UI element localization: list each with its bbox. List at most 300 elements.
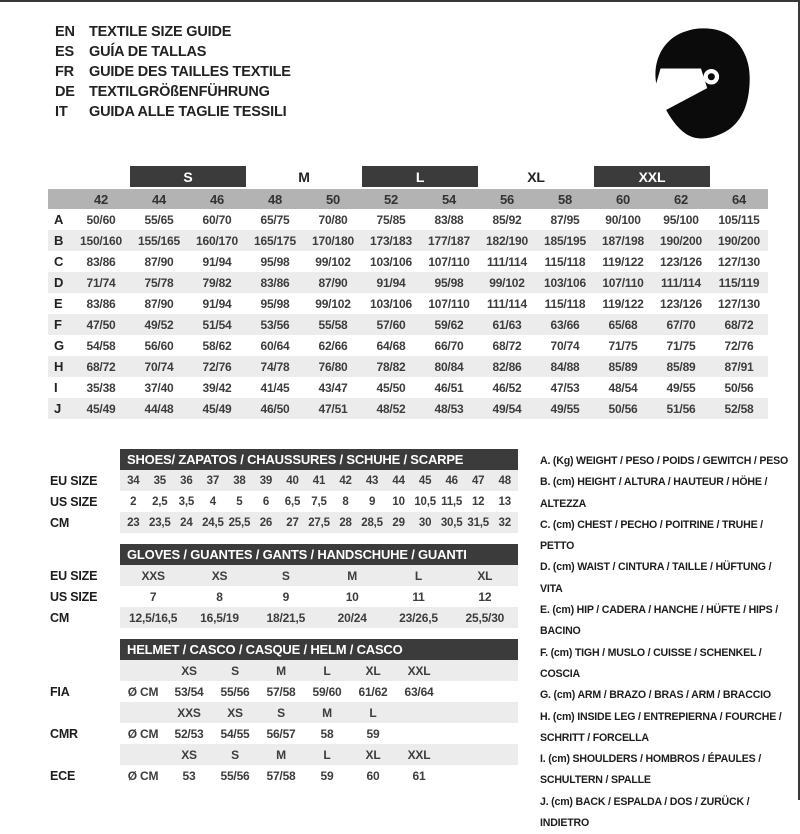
size-group-xxl: XXL bbox=[594, 166, 710, 187]
language-title-list bbox=[55, 22, 291, 122]
size-value: XS bbox=[181, 663, 197, 678]
size-number: 56 bbox=[499, 191, 515, 207]
size-value: L bbox=[323, 663, 331, 678]
size-value: 2 bbox=[130, 495, 137, 508]
size-value: 72/76 bbox=[202, 359, 232, 374]
size-value: 115/119 bbox=[718, 275, 760, 290]
size-value: 63/64 bbox=[404, 684, 434, 699]
row-label: CMR bbox=[50, 726, 78, 741]
shoes-rows bbox=[120, 470, 518, 533]
size-group-s: S bbox=[130, 166, 246, 187]
size-value: 72/76 bbox=[724, 338, 754, 353]
size-value: M bbox=[276, 747, 286, 762]
size-value: 41/45 bbox=[260, 380, 290, 395]
size-value: 119/122 bbox=[602, 254, 644, 269]
size-value: 49/55 bbox=[666, 380, 696, 395]
size-value: 45/50 bbox=[376, 380, 406, 395]
row-label: US SIZE bbox=[50, 494, 98, 509]
size-value: 87/90 bbox=[144, 254, 174, 269]
size-value: L bbox=[414, 568, 423, 583]
measurement-row bbox=[48, 251, 768, 272]
size-value: 45/49 bbox=[202, 401, 232, 416]
size-value: 34 bbox=[127, 474, 140, 487]
row-letter: I bbox=[54, 380, 58, 395]
size-value: 49/54 bbox=[492, 401, 522, 416]
size-value: 28 bbox=[339, 516, 352, 529]
size-value: 44 bbox=[392, 474, 405, 487]
gloves-table bbox=[120, 544, 518, 628]
unit-label: Ø CM bbox=[127, 684, 159, 699]
size-number: 48 bbox=[267, 191, 283, 207]
measurement-row bbox=[48, 230, 768, 251]
size-value: M bbox=[347, 568, 358, 583]
size-value: 123/126 bbox=[660, 254, 702, 269]
size-value: 53/56 bbox=[260, 317, 290, 332]
size-value: 57/60 bbox=[376, 317, 406, 332]
size-value: 177/187 bbox=[428, 233, 470, 248]
size-value: 23/26,5 bbox=[399, 610, 438, 625]
size-value: 78/82 bbox=[376, 359, 406, 374]
size-value: XXL bbox=[407, 747, 431, 762]
row-label: CM bbox=[50, 515, 70, 530]
size-value: 9 bbox=[282, 589, 290, 604]
size-value: 59/62 bbox=[434, 317, 464, 332]
size-value: 43 bbox=[365, 474, 379, 487]
size-value: 63/66 bbox=[550, 317, 580, 332]
language-row bbox=[55, 102, 291, 122]
size-value: 84/88 bbox=[550, 359, 580, 374]
size-group-m: M bbox=[298, 168, 310, 185]
size-value: 45 bbox=[418, 474, 432, 487]
size-value: 83/88 bbox=[434, 212, 464, 227]
size-row bbox=[120, 607, 518, 628]
size-value: 60 bbox=[366, 768, 380, 783]
size-value: 27 bbox=[286, 516, 299, 529]
size-value: 182/190 bbox=[486, 233, 528, 248]
size-value: 83/86 bbox=[86, 254, 116, 269]
language-title: GUIDA ALLE TAGLIE TESSILI bbox=[89, 104, 287, 120]
measurement-row bbox=[48, 293, 768, 314]
size-row bbox=[120, 765, 518, 786]
size-value: 105/115 bbox=[718, 212, 760, 227]
size-value: 49/52 bbox=[144, 317, 174, 332]
size-value: 107/110 bbox=[602, 275, 644, 290]
size-value: 28,5 bbox=[361, 516, 383, 529]
size-value: 53/54 bbox=[174, 684, 204, 699]
size-value: L bbox=[323, 747, 331, 762]
size-value: 50/60 bbox=[86, 212, 116, 227]
size-value: 83/86 bbox=[260, 275, 290, 290]
size-value: 95/98 bbox=[434, 275, 464, 290]
size-value: 48 bbox=[498, 474, 511, 487]
size-value: 27,5 bbox=[308, 516, 330, 529]
size-number: 46 bbox=[209, 191, 225, 207]
measurement-row bbox=[48, 356, 768, 377]
row-label: US SIZE bbox=[50, 589, 98, 604]
size-value: 53 bbox=[182, 768, 196, 783]
size-value: 91/94 bbox=[376, 275, 406, 290]
size-value: M bbox=[322, 705, 332, 720]
size-value: S bbox=[277, 705, 285, 720]
size-value: 54/58 bbox=[86, 338, 116, 353]
size-value: 23 bbox=[127, 516, 140, 529]
size-value: 39 bbox=[259, 474, 273, 487]
size-value: 6 bbox=[262, 495, 270, 508]
size-value: 127/130 bbox=[718, 254, 760, 269]
row-letter: H bbox=[54, 359, 64, 374]
size-number: 64 bbox=[731, 191, 747, 207]
size-value: 68/72 bbox=[86, 359, 116, 374]
size-group-xl: XL bbox=[527, 168, 545, 185]
size-value: 25,5/30 bbox=[465, 610, 505, 625]
size-value: 66/70 bbox=[434, 338, 464, 353]
size-row bbox=[120, 512, 518, 533]
size-value: 62/66 bbox=[318, 338, 348, 353]
size-value: 12 bbox=[471, 495, 485, 508]
row-label: ECE bbox=[50, 768, 76, 783]
legend-item: H. (cm) INSIDE LEG / ENTREPIERNA / FOURCHE / SCHRITT / FORCELLA bbox=[540, 710, 782, 744]
language-title: GUIDE DES TAILLES TEXTILE bbox=[89, 64, 291, 80]
size-value: 115/118 bbox=[544, 254, 586, 269]
size-value: 47/51 bbox=[318, 401, 348, 416]
size-value: S bbox=[281, 568, 290, 583]
size-row bbox=[120, 702, 518, 723]
size-value: S bbox=[231, 747, 239, 762]
row-letter: J bbox=[54, 401, 62, 416]
size-value: 80/84 bbox=[434, 359, 464, 374]
size-value: 55/56 bbox=[220, 684, 250, 699]
size-value: 95/98 bbox=[260, 296, 290, 311]
size-value: 46/52 bbox=[492, 380, 522, 395]
row-letter: A bbox=[54, 212, 64, 227]
size-value: 59 bbox=[320, 768, 334, 783]
size-value: 13 bbox=[498, 495, 511, 508]
size-value: 47/53 bbox=[550, 380, 580, 395]
helmet-rows bbox=[120, 660, 518, 786]
size-value: 48/53 bbox=[434, 401, 464, 416]
size-value: 103/106 bbox=[370, 296, 412, 311]
size-value: 30 bbox=[418, 516, 432, 529]
language-title: TEXTILE SIZE GUIDE bbox=[89, 24, 232, 40]
row-letter: B bbox=[54, 233, 64, 248]
size-value: 55/56 bbox=[220, 768, 250, 783]
size-value: 60/70 bbox=[202, 212, 232, 227]
size-value: 60/64 bbox=[260, 338, 290, 353]
language-title: GUÍA DE TALLAS bbox=[89, 44, 207, 60]
size-value: 50/56 bbox=[724, 380, 754, 395]
size-value: L bbox=[369, 705, 377, 720]
size-value: 56/60 bbox=[144, 338, 174, 353]
size-value: 67/70 bbox=[666, 317, 696, 332]
size-value: 40 bbox=[286, 474, 299, 487]
size-value: 31,5 bbox=[467, 516, 489, 529]
size-value: M bbox=[276, 663, 286, 678]
size-value: 3,5 bbox=[178, 495, 195, 508]
textile-size-table bbox=[48, 166, 768, 419]
size-value: XS bbox=[181, 747, 197, 762]
size-value: 58/62 bbox=[202, 338, 232, 353]
size-value: 11,5 bbox=[441, 495, 463, 508]
size-value: 37/40 bbox=[144, 380, 174, 395]
size-value: 185/195 bbox=[544, 233, 586, 248]
size-number: 58 bbox=[557, 191, 573, 207]
size-value: 59 bbox=[366, 726, 380, 741]
size-value: 165/175 bbox=[254, 233, 296, 248]
size-row bbox=[120, 744, 518, 765]
size-value: 7,5 bbox=[311, 495, 327, 508]
size-value: 68/72 bbox=[492, 338, 522, 353]
helmet-table bbox=[120, 639, 518, 786]
size-value: 187/198 bbox=[602, 233, 644, 248]
size-value: 64/68 bbox=[376, 338, 406, 353]
size-value: 99/102 bbox=[315, 254, 351, 269]
size-value: 38 bbox=[233, 474, 246, 487]
size-value: XXS bbox=[141, 568, 165, 583]
size-value: 47/50 bbox=[86, 317, 116, 332]
size-value: 190/200 bbox=[718, 233, 760, 248]
language-code: ES bbox=[55, 44, 74, 60]
size-value: 8 bbox=[216, 589, 223, 604]
legend-item: B. (cm) HEIGHT / ALTURA / HAUTEUR / HÖHE / ALTEZZA bbox=[540, 476, 768, 510]
language-row bbox=[55, 82, 291, 102]
size-value: 10 bbox=[392, 495, 405, 508]
size-value: 95/98 bbox=[260, 254, 290, 269]
size-value: XXS bbox=[177, 705, 201, 720]
size-row bbox=[120, 723, 518, 744]
size-value: 65/75 bbox=[260, 212, 290, 227]
language-code: IT bbox=[55, 104, 68, 120]
size-value: 16,5/19 bbox=[200, 610, 239, 625]
size-value: 170/180 bbox=[312, 233, 354, 248]
size-value: 107/110 bbox=[428, 254, 470, 269]
size-row bbox=[120, 470, 518, 491]
size-value: 57/58 bbox=[266, 768, 296, 783]
legend-item: E. (cm) HIP / CADERA / HANCHE / HÜFTE / HIPS / BACINO bbox=[540, 604, 779, 638]
size-value: 85/92 bbox=[492, 212, 522, 227]
row-label: EU SIZE bbox=[50, 473, 98, 488]
size-value: 11 bbox=[412, 589, 425, 604]
size-value: 46/51 bbox=[434, 380, 464, 395]
size-value: 6,5 bbox=[284, 495, 301, 508]
size-value: 155/165 bbox=[138, 233, 180, 248]
language-row bbox=[55, 42, 291, 62]
size-row bbox=[120, 565, 518, 586]
size-value: 46/50 bbox=[260, 401, 290, 416]
helmet-title: HELMET / CASCO / CASQUE / HELM / CASCO bbox=[120, 639, 518, 660]
measurement-row bbox=[48, 209, 768, 230]
size-value: XL bbox=[477, 568, 493, 583]
size-value: 119/122 bbox=[602, 296, 644, 311]
size-value: 75/85 bbox=[376, 212, 406, 227]
size-value: 50/56 bbox=[608, 401, 638, 416]
language-code: DE bbox=[55, 84, 75, 100]
size-value: 160/170 bbox=[196, 233, 238, 248]
size-value: 52/58 bbox=[724, 401, 754, 416]
measurement-row bbox=[48, 314, 768, 335]
size-value: 20/24 bbox=[337, 610, 367, 625]
size-value: 107/110 bbox=[428, 296, 470, 311]
size-value: 23,5 bbox=[149, 516, 171, 529]
gloves-title: GLOVES / GUANTES / GANTS / HANDSCHUHE / GUANTI bbox=[120, 544, 518, 565]
size-group-l: L bbox=[362, 166, 478, 187]
measurement-row bbox=[48, 272, 768, 293]
size-value: 68/72 bbox=[724, 317, 754, 332]
language-row bbox=[55, 22, 291, 42]
legend-item: D. (cm) WAIST / CINTURA / TAILLE / HÜFTUNG / VITA bbox=[540, 561, 772, 595]
size-value: 47 bbox=[471, 474, 485, 487]
size-value: 173/183 bbox=[370, 233, 412, 248]
measurement-legend bbox=[540, 451, 792, 834]
size-value: 70/74 bbox=[550, 338, 580, 353]
size-value: 7 bbox=[149, 589, 157, 604]
size-value: 87/90 bbox=[144, 296, 174, 311]
size-value: 29 bbox=[392, 516, 405, 529]
size-value: XL bbox=[365, 663, 381, 678]
size-number: 50 bbox=[325, 191, 341, 207]
size-value: 90/100 bbox=[605, 212, 641, 227]
size-value: 30,5 bbox=[440, 516, 463, 529]
size-value: 83/86 bbox=[86, 296, 116, 311]
size-value: 12,5/16,5 bbox=[129, 610, 178, 625]
size-value: 111/114 bbox=[661, 275, 701, 290]
size-value: XS bbox=[211, 568, 228, 583]
size-group-header bbox=[48, 166, 768, 187]
size-value: 35 bbox=[153, 474, 166, 487]
size-value: 46 bbox=[445, 474, 458, 487]
size-value: 10 bbox=[345, 589, 359, 604]
size-value: 85/89 bbox=[608, 359, 638, 374]
size-row bbox=[120, 491, 518, 512]
size-value: 82/86 bbox=[492, 359, 522, 374]
size-value: 111/114 bbox=[487, 254, 527, 269]
size-value: 71/74 bbox=[86, 275, 116, 290]
size-value: 59/60 bbox=[312, 684, 342, 699]
row-label: EU SIZE bbox=[50, 568, 98, 583]
measurement-row bbox=[48, 335, 768, 356]
size-value: 61/62 bbox=[358, 684, 388, 699]
size-value: 55/58 bbox=[318, 317, 348, 332]
size-value: 42 bbox=[339, 474, 352, 487]
size-value: 4 bbox=[209, 495, 216, 508]
size-value: 61/63 bbox=[492, 317, 522, 332]
measurement-rows bbox=[48, 209, 768, 419]
row-letter: F bbox=[54, 317, 62, 332]
size-value: 91/94 bbox=[202, 254, 232, 269]
row-letter: E bbox=[54, 296, 63, 311]
size-number: 42 bbox=[93, 191, 109, 207]
size-value: 150/160 bbox=[80, 233, 122, 248]
language-code: EN bbox=[55, 24, 75, 40]
size-value: 32 bbox=[498, 516, 511, 529]
unit-label: Ø CM bbox=[127, 726, 159, 741]
size-value: 58 bbox=[320, 726, 334, 741]
size-value: 24 bbox=[180, 516, 193, 529]
size-value: 87/95 bbox=[550, 212, 580, 227]
size-value: 57/58 bbox=[266, 684, 296, 699]
size-value: 79/82 bbox=[202, 275, 232, 290]
size-number: 54 bbox=[441, 191, 457, 207]
legend-item: F. (cm) TIGH / MUSLO / CUISSE / SCHENKEL / COSCIA bbox=[540, 646, 762, 680]
size-value: 54/55 bbox=[220, 726, 250, 741]
size-value: 95/100 bbox=[663, 212, 699, 227]
row-label: CM bbox=[50, 610, 70, 625]
size-value: 75/78 bbox=[144, 275, 174, 290]
helmet-icon bbox=[652, 28, 752, 140]
size-value: 85/89 bbox=[666, 359, 696, 374]
row-letter: G bbox=[54, 338, 64, 353]
size-value: 111/114 bbox=[487, 296, 527, 311]
size-value: 9 bbox=[368, 495, 376, 508]
size-number-row bbox=[48, 189, 768, 209]
size-value: 71/75 bbox=[666, 338, 696, 353]
size-value: S bbox=[231, 663, 239, 678]
size-row bbox=[120, 681, 518, 702]
legend-item: C. (cm) CHEST / PECHO / POITRINE / TRUHE / PETTO bbox=[540, 518, 763, 553]
size-value: 2,5 bbox=[152, 495, 168, 508]
shoes-title: SHOES/ ZAPATOS / CHAUSSURES / SCHUHE / SCARPE bbox=[120, 449, 518, 470]
language-row bbox=[55, 62, 291, 82]
size-value: 99/102 bbox=[489, 275, 525, 290]
size-value: 10,5 bbox=[414, 495, 436, 508]
size-value: 87/91 bbox=[724, 359, 754, 374]
size-number: 62 bbox=[673, 191, 689, 207]
size-value: 127/130 bbox=[718, 296, 760, 311]
size-value: 76/80 bbox=[318, 359, 348, 374]
size-value: 99/102 bbox=[315, 296, 351, 311]
size-value: 12 bbox=[478, 589, 492, 604]
legend-item: J. (cm) BACK / ESPALDA / DOS / ZURÜCK / INDIETRO bbox=[540, 795, 750, 830]
measurement-row bbox=[48, 377, 768, 398]
size-value: 8 bbox=[342, 495, 349, 508]
size-value: 70/80 bbox=[318, 212, 348, 227]
size-value: 26 bbox=[259, 516, 273, 529]
size-value: XXL bbox=[407, 663, 431, 678]
size-value: 39/42 bbox=[202, 380, 232, 395]
size-value: 91/94 bbox=[202, 296, 232, 311]
row-letter: D bbox=[54, 275, 64, 290]
size-number: 52 bbox=[383, 191, 399, 207]
size-value: 41 bbox=[312, 474, 326, 487]
unit-label: Ø CM bbox=[127, 768, 159, 783]
size-value: 48/54 bbox=[608, 380, 638, 395]
size-value: 52/53 bbox=[174, 726, 204, 741]
size-value: 18/21,5 bbox=[266, 610, 306, 625]
size-value: 51/56 bbox=[666, 401, 696, 416]
size-value: 51/54 bbox=[202, 317, 232, 332]
size-value: 36 bbox=[180, 474, 193, 487]
size-value: 37 bbox=[206, 474, 220, 487]
size-value: 74/78 bbox=[260, 359, 290, 374]
size-value: 45/49 bbox=[86, 401, 116, 416]
size-value: 25,5 bbox=[228, 516, 251, 529]
legend-item: A. (Kg) WEIGHT / PESO / POIDS / GEWITCH / PESO bbox=[540, 455, 789, 467]
size-number: 44 bbox=[151, 191, 167, 207]
row-label: FIA bbox=[50, 684, 70, 699]
size-value: 56/57 bbox=[266, 726, 296, 741]
size-value: 103/106 bbox=[544, 275, 586, 290]
size-value: 44/48 bbox=[144, 401, 174, 416]
size-value: 24,5 bbox=[202, 516, 224, 529]
gloves-rows bbox=[120, 565, 518, 628]
size-value: 115/118 bbox=[544, 296, 586, 311]
size-row bbox=[120, 660, 518, 681]
size-value: 48/52 bbox=[376, 401, 406, 416]
measurement-row bbox=[48, 398, 768, 419]
row-letter: C bbox=[54, 254, 64, 269]
language-code: FR bbox=[55, 64, 74, 80]
size-value: 61 bbox=[412, 768, 426, 783]
size-number: 60 bbox=[615, 191, 631, 207]
